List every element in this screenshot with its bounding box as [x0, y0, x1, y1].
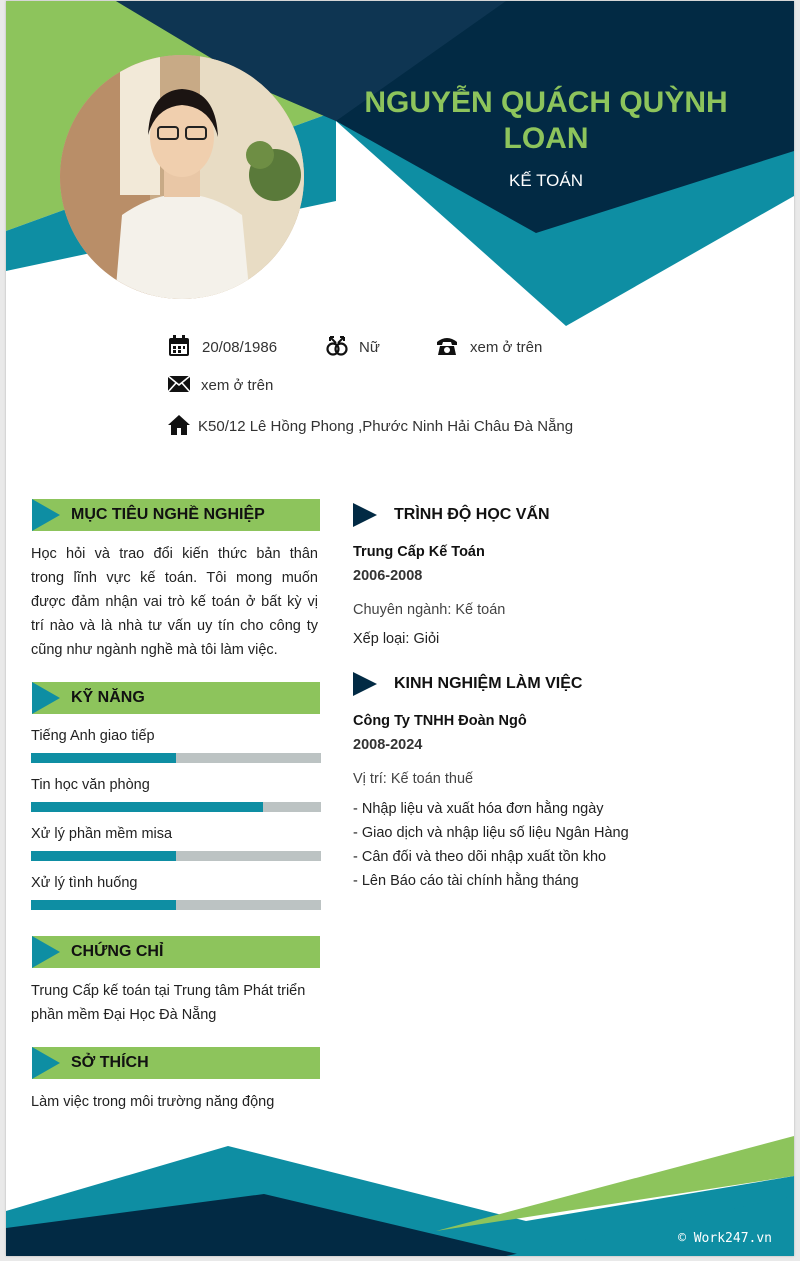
list-item: - Nhập liệu và xuất hóa đơn hằng ngày — [353, 801, 604, 817]
section-marker-icon — [32, 1047, 60, 1079]
skills-heading — [32, 682, 320, 714]
experience-heading — [353, 668, 773, 700]
hobbies-text: Làm việc trong môi trường năng động — [31, 1094, 275, 1110]
education-grade: Xếp loại: Giỏi — [353, 631, 440, 647]
skill-bar-fill — [31, 802, 263, 812]
phone-icon — [436, 335, 458, 357]
skills-title: KỸ NĂNG — [71, 689, 145, 706]
profile-photo-icon — [60, 55, 304, 299]
education-heading — [353, 499, 773, 531]
list-item: - Lên Báo cáo tài chính hằng tháng — [353, 873, 579, 889]
cv-page — [6, 1, 794, 1256]
mail-icon — [168, 373, 190, 395]
section-marker-icon — [32, 499, 60, 531]
skill-label: Xử lý phần mềm misa — [31, 826, 173, 842]
skill-bar-fill — [31, 753, 176, 763]
education-title: TRÌNH ĐỘ HỌC VẤN — [394, 506, 550, 523]
objective-title: MỤC TIÊU NGHỀ NGHIỆP — [71, 506, 265, 523]
experience-tasks — [353, 797, 629, 893]
certificates-title: CHỨNG CHỈ — [71, 943, 164, 960]
skill-bar — [31, 851, 321, 861]
hobbies-title: SỞ THÍCH — [71, 1054, 149, 1071]
section-marker-icon — [353, 503, 377, 527]
section-marker-icon — [353, 672, 377, 696]
address-value: K50/12 Lê Hồng Phong ,Phước Ninh Hải Châu Đà Nẵng — [198, 418, 574, 435]
objective-heading — [32, 499, 320, 531]
objective-text — [31, 542, 318, 662]
calendar-icon — [168, 335, 190, 357]
certificate-line: phần mềm Đại Học Đà Nẵng — [31, 1007, 217, 1023]
skill-bar — [31, 802, 321, 812]
objective-line: cũng như ngành nghề mà tôi làm việc. — [31, 642, 278, 658]
section-marker-icon — [32, 682, 60, 714]
list-item: - Giao dịch và nhập liệu số liệu Ngân Hàng — [353, 825, 629, 841]
certificates-text — [31, 979, 326, 1027]
email-value: xem ở trên — [201, 377, 274, 394]
skill-label: Xử lý tình huống — [31, 875, 138, 891]
experience-title: KINH NGHIỆM LÀM VIỆC — [394, 675, 583, 692]
footer-decoration — [6, 1136, 794, 1256]
experience-company: Công Ty TNHH Đoàn Ngô — [353, 713, 527, 729]
list-item: - Cân đối và theo dõi nhập xuất tồn kho — [353, 849, 607, 865]
experience-years: 2008-2024 — [353, 737, 423, 753]
objective-line: Học hỏi và trao đổi kiến thức bản thân — [31, 546, 318, 562]
section-marker-icon — [32, 936, 60, 968]
education-school: Trung Cấp Kế Toán — [353, 544, 485, 560]
name-line-2: LOAN — [503, 122, 589, 155]
education-years: 2006-2008 — [353, 568, 423, 584]
hobbies-heading — [32, 1047, 320, 1079]
home-icon — [168, 414, 190, 436]
profile-photo — [60, 55, 304, 299]
name-line-1: NGUYỄN QUÁCH QUỲNH — [364, 86, 728, 119]
skill-label: Tin học văn phòng — [31, 777, 150, 793]
objective-line: trong lĩnh vực kế toán. Tôi mong muốn — [31, 570, 318, 586]
skill-bar — [31, 753, 321, 763]
certificates-heading — [32, 936, 320, 968]
skill-bar — [31, 900, 321, 910]
objective-line: trí nào và là nhà tư vấn uy tín cho công ty — [31, 618, 318, 634]
education-major: Chuyên ngành: Kế toán — [353, 602, 506, 618]
watermark: © Work247.vn — [678, 1231, 772, 1246]
gender-icon — [326, 335, 348, 357]
experience-position: Vị trí: Kế toán thuế — [353, 771, 474, 787]
job-title: KẾ TOÁN — [508, 171, 583, 190]
gender-value: Nữ — [359, 339, 380, 356]
phone-value: xem ở trên — [470, 339, 543, 356]
objective-line: được đảm nhận vai trò kế toán ở bất kỳ vị — [31, 594, 318, 610]
birthday-value: 20/08/1986 — [202, 339, 278, 356]
certificate-line: Trung Cấp kế toán tại Trung tâm Phát triển — [31, 983, 306, 999]
candidate-name — [346, 85, 746, 157]
skill-bar-fill — [31, 900, 176, 910]
skill-label: Tiếng Anh giao tiếp — [31, 728, 155, 744]
skill-bar-fill — [31, 851, 176, 861]
